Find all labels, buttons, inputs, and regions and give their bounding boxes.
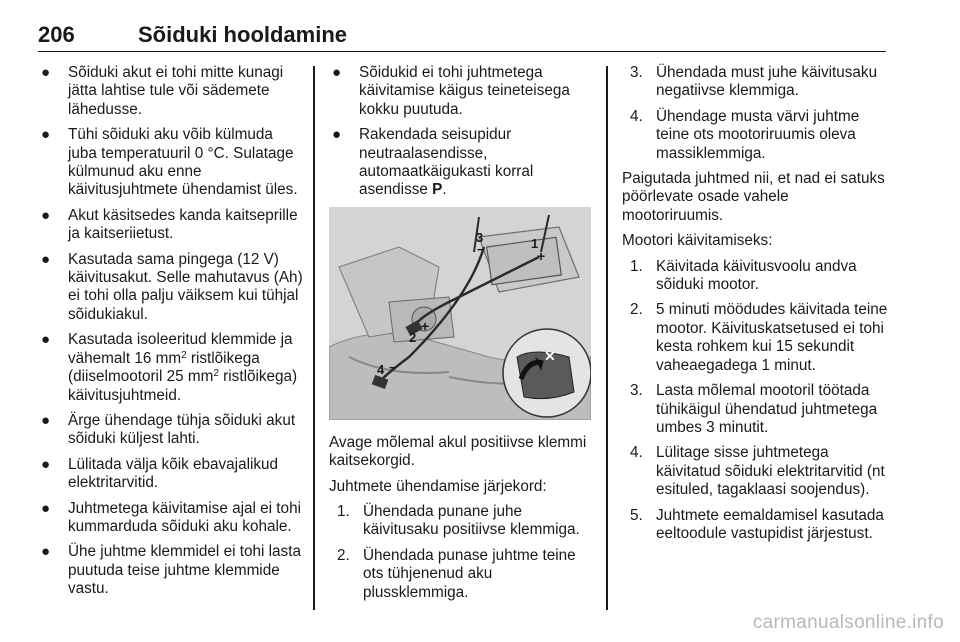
bullet-text: Tühi sõiduki aku võib külmuda juba temperatuuril 0 °C. Sulatage külmunud aku enne käivitusjuhtmete ühendamist üles. [68, 126, 298, 199]
list-item [329, 64, 591, 119]
jump-start-illustration [329, 207, 591, 420]
step-text: Lasta mõlemal mootoril töötada tühikäigul ühendatud juhtmetega umbes 3 minutit. [656, 382, 878, 436]
list-item [630, 64, 890, 101]
plus-symbol: + [537, 247, 546, 264]
bullet-text [68, 331, 297, 403]
bullet-text: Ärge ühendage tühja sõiduki akut sõiduki küljest lahti. [68, 411, 296, 448]
list-item [38, 412, 304, 449]
text-fragment: Rakendada seisupidur neutraalasendisse, automaatkäigukasti korral asendisse [359, 126, 534, 199]
superscript: 2 [181, 349, 187, 361]
bullet-icon: ● [41, 126, 51, 144]
bullet-icon: ● [332, 126, 342, 144]
paragraph: Avage mõlemal akul positiivse klemmi kaitsekorgid. [329, 433, 587, 470]
list-item [38, 251, 304, 325]
bullet-icon: ● [41, 206, 51, 224]
paragraph: Mootori käivitamiseks: [622, 232, 773, 250]
column-left [38, 64, 304, 606]
step-number: 3. [630, 64, 643, 81]
step-text: Ühendage musta värvi juhtme teine ots mootoriruumis oleva massiklemmiga. [656, 107, 860, 162]
column-divider [313, 66, 315, 610]
step-text: Ühendada punane juhe käivitusaku positiivse klemmiga. [363, 503, 580, 539]
gear-position-p: P [432, 181, 443, 199]
callout-label-2: 2 [409, 329, 417, 345]
bullet-icon: ● [332, 64, 342, 81]
bullet-text: Lülitada välja kõik ebavajalikud elektritarvitid. [68, 455, 279, 492]
list-item [38, 207, 304, 244]
list-item [630, 444, 890, 499]
list-item [630, 507, 890, 544]
step-text: Ühendada must juhe käivitusaku negatiivse klemmiga. [656, 64, 878, 100]
text-fragment: . [442, 181, 447, 199]
bullet-icon: ● [41, 543, 51, 561]
step-number: 1. [337, 503, 350, 521]
plus-symbol: + [421, 317, 430, 334]
callout-label-3: 3 [476, 229, 484, 245]
superscript: 2 [213, 368, 219, 380]
step-text: Juhtmete eemaldamisel kasutada eeltoodule vastupidist järjestust. [656, 506, 884, 542]
text-fragment: ristlõikega) käivitusjuhtmeid. [68, 368, 298, 404]
step-text: Ühendada punase juhtme teine ots tühjenenud aku plussklemmiga. [363, 546, 576, 601]
minus-symbol: − [477, 241, 485, 257]
list-item [630, 258, 890, 295]
step-number: 5. [630, 506, 643, 524]
bullet-icon: ● [41, 64, 51, 81]
list-item [38, 543, 304, 598]
step-number: 2. [337, 546, 350, 564]
list-item [630, 301, 890, 375]
watermark: carmanualsonline.info [752, 612, 944, 633]
bullet-icon: ● [41, 499, 51, 517]
list-item [38, 64, 304, 119]
list-item [38, 456, 304, 493]
paragraph: Paigutada juhtmed nii, et nad ei satuks pöörlevate osade vahele mootoriruumis. [622, 170, 885, 224]
step-number: 4. [630, 444, 643, 462]
bullet-text: Kasutada sama pingega (12 V) käivitusakut. Selle mahutavus (Ah) ei tohi olla palju väiksem kui tühjal sõidukiakul. [68, 250, 303, 323]
text-fragment: Kasutada isoleeritud klemmide ja vähemalt 16 mm [68, 331, 293, 367]
step-text: 5 minuti möödudes käivitada teine mootor. Käivituskatsetused ei tohi kesta rohkem kui 15 sekundit vaheaegadega 1 minut. [656, 301, 888, 374]
callout-label-4: 4 [377, 361, 385, 377]
step-text: Lülitage sisse juhtmetega käivitatud sõiduki elektritarvitid (nt esituled, tagaklaasi soojendus). [656, 444, 885, 499]
bullet-icon: ● [41, 455, 51, 473]
list-item [337, 503, 591, 540]
bullet-text: Ühe juhtme klemmidel ei tohi lasta puutuda teise juhtme klemmide vastu. [68, 543, 301, 598]
list-item [630, 108, 890, 163]
step-number: 4. [630, 107, 643, 125]
bullet-text: Sõiduki akut ei tohi mitte kunagi jätta lahtise tule või sädemete lähedusse. [68, 64, 284, 118]
bullet-text: Juhtmetega käivitamise ajal ei tohi kummarduda sõiduki aku kohale. [68, 499, 301, 535]
text-fragment: ristlõikega (diiselmootoril 25 mm [68, 349, 260, 386]
callout-label-1: 1 [531, 235, 539, 251]
bullet-icon: ● [41, 331, 51, 349]
step-text: Käivitada käivitusvoolu andva sõiduki mootor. [656, 257, 857, 294]
minus-symbol: − [389, 359, 397, 375]
page-title: Sõiduki hooldamine [138, 22, 348, 47]
page-header [38, 22, 886, 52]
bullet-icon: ● [41, 250, 51, 268]
list-item [337, 547, 591, 602]
list-item [38, 331, 304, 405]
step-number: 1. [630, 257, 643, 275]
close-icon: ✕ [544, 347, 556, 364]
list-item [329, 126, 591, 200]
list-item [38, 500, 304, 537]
list-item [38, 126, 304, 200]
column-right [622, 64, 890, 550]
bullet-text [359, 126, 533, 198]
paragraph: Juhtmete ühendamise järjekord: [329, 477, 547, 495]
bullet-text: Akut käsitsedes kanda kaitseprille ja kaitseriietust. [68, 206, 298, 243]
step-number: 2. [630, 301, 643, 319]
page-number: 206 [38, 22, 75, 47]
bullet-icon: ● [41, 411, 51, 429]
engine-bay-drawing [329, 207, 591, 420]
column-divider [606, 66, 608, 610]
list-item [630, 382, 890, 437]
step-number: 3. [630, 382, 643, 400]
column-middle [329, 64, 591, 609]
bullet-text: Sõidukid ei tohi juhtmetega käivitamise käigus teineteisega kokku puutuda. [359, 64, 570, 118]
